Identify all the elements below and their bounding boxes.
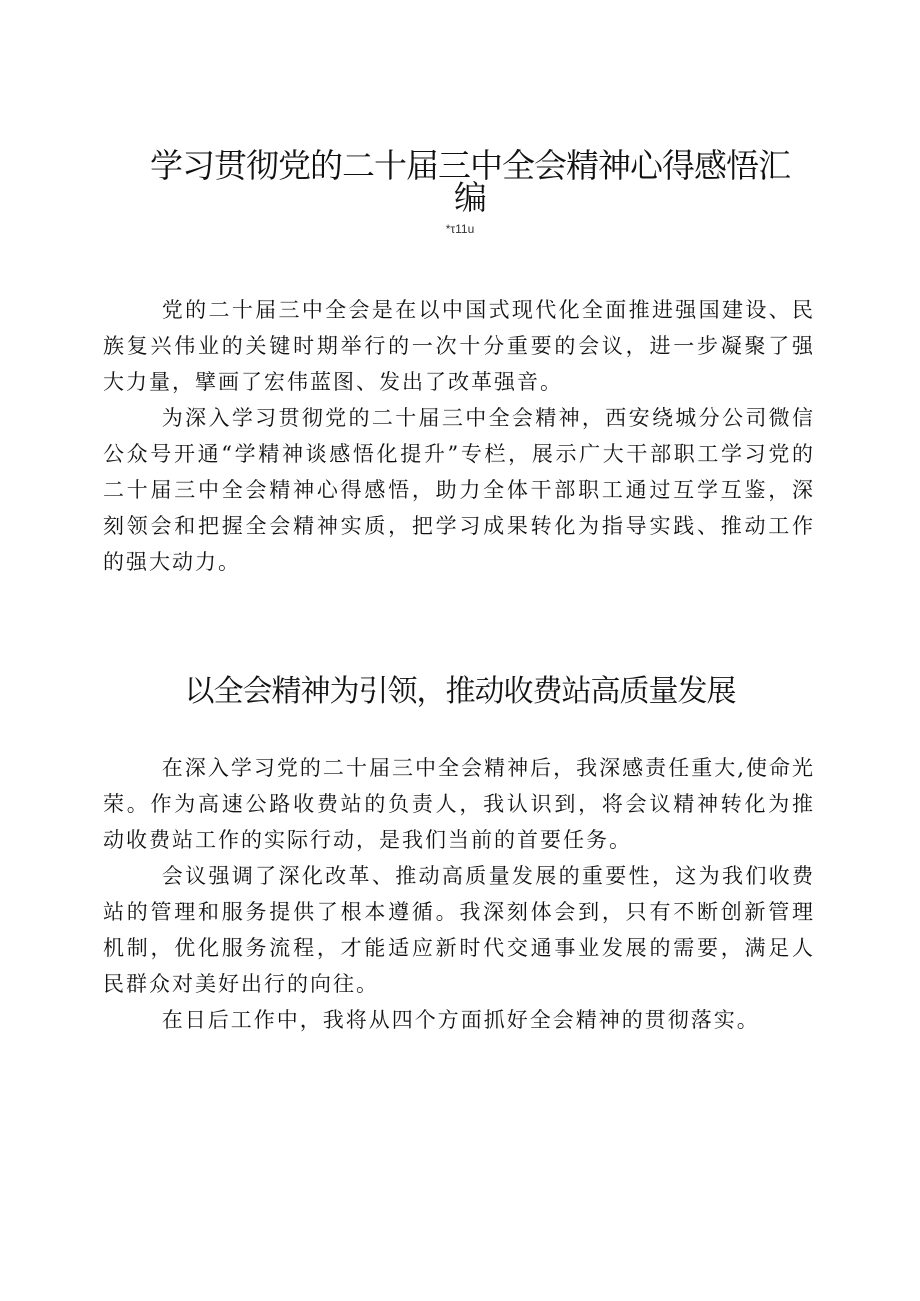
intro-paragraph: 党的二十届三中全会是在以中国式现代化全面推进强国建设、民族复兴伟业的关键时期举行的一次十分重要的会议，进一步凝聚了强大力量，擘画了宏伟蓝图、发出了改革强音。 — [103, 298, 815, 394]
section-paragraph: 在深入学习党的二十届三中全会精神后，我深感责任重大,使命光荣。作为高速公路收费站的负责人，我认识到，将会议精神转化为推动收费站工作的实际行动，是我们当前的首要任务。 — [103, 756, 815, 852]
section-paragraph: 会议强调了深化改革、推动高质量发展的重要性，这为我们收费站的管理和服务提供了根本遵循。我深刻体会到，只有不断创新管理机制，优化服务流程，才能适应新时代交通事业发展的需要，满足人民群众对美好出行的向往。 — [103, 864, 815, 996]
intro-paragraph: 为深入学习贯彻党的二十届三中全会精神，西安绕城分公司微信公众号开通“学精神谈感悟化提升”专栏，展示广大干部职工学习党的二十届三中全会精神心得感悟，助力全体干部职工通过互学互鉴，深刻领会和把握全会精神实质，把学习成果转化为指导实践、推动工作的强大动力。 — [103, 406, 815, 574]
section-paragraph: 在日后工作中，我将从四个方面抓好全会精神的贯彻落实。 — [161, 1008, 760, 1032]
document-title: 学习贯彻党的二十届三中全会精神心得感悟汇编 — [150, 146, 790, 217]
subtitle-mark: *τ11u — [445, 222, 475, 236]
section-body — [103, 750, 815, 1038]
section-heading: 以全会精神为引领，推动收费站高质量发展 — [184, 674, 736, 709]
intro-section — [103, 292, 815, 580]
